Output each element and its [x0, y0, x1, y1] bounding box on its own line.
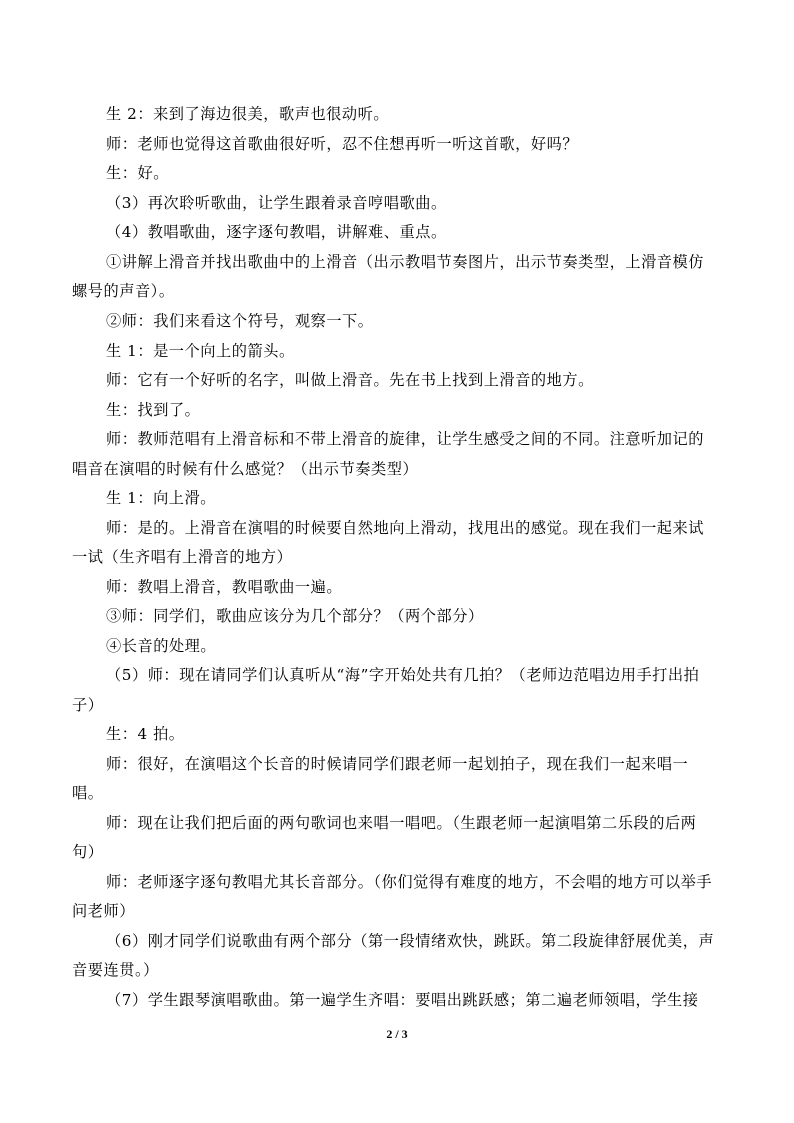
text-line: 师：是的。上滑音在演唱的时候要自然地向上滑动，找甩出的感觉。现在我们一起来试 [106, 519, 705, 537]
text-line: 师：教唱上滑音，教唱歌曲一遍。 [106, 578, 343, 596]
text-line: 师：教师范唱有上滑音标和不带上滑音的旋律，让学生感受之间的不同。注意听加记的 [106, 430, 705, 448]
text-line: （5）师：现在请同学们认真听从“海”字开始处共有几拍？（老师边范唱边用手打出拍 [106, 666, 700, 684]
text-line: 师：很好，在演唱这个长音的时候请同学们跟老师一起划拍子，现在我们一起来唱一 [106, 755, 689, 773]
text-line: 句） [72, 843, 104, 861]
text-line: 生 1：向上滑。 [106, 489, 217, 507]
text-line: 音要连贯。） [72, 961, 159, 979]
text-line: （7）学生跟琴演唱歌曲。第一遍学生齐唱：要唱出跳跃感；第二遍老师领唱，学生接 [106, 991, 699, 1009]
text-line: 螺号的声音）。 [72, 282, 175, 300]
text-line: 子） [72, 696, 104, 714]
text-line: 一试（生齐唱有上滑音的地方） [72, 548, 293, 566]
text-line: 生：4 拍。 [106, 725, 185, 743]
text-line: ④长音的处理。 [106, 637, 217, 655]
text-line: 师：它有一个好听的名字，叫做上滑音。先在书上找到上滑音的地方。 [106, 371, 594, 389]
text-line: 唱。 [72, 784, 104, 802]
text-line: 唱音在演唱的时候有什么感觉？（出示节奏类型） [72, 460, 419, 478]
page-number: 2 / 3 [386, 1027, 408, 1041]
text-line: 生 2：来到了海边很美，歌声也很动听。 [106, 105, 390, 123]
text-line: 师：老师也觉得这首歌曲很好听，忍不住想再听一听这首歌，好吗？ [106, 135, 579, 153]
text-line: （4）教唱歌曲，逐字逐句教唱，讲解难、重点。 [106, 223, 447, 241]
text-line: ②师：我们来看这个符号，观察一下。 [106, 312, 374, 330]
text-line: 生：好。 [106, 164, 169, 182]
text-line: （3）再次聆听歌曲，让学生跟着录音哼唱歌曲。 [106, 194, 447, 212]
text-line: （6）刚才同学们说歌曲有两个部分（第一段情绪欢快，跳跃。第二段旋律舒展优美，声 [106, 932, 715, 950]
text-line: 生：找到了。 [106, 401, 201, 419]
text-line: ③师：同学们，歌曲应该分为几个部分？（两个部分） [106, 607, 484, 625]
text-line: ①讲解上滑音并找出歌曲中的上滑音（出示教唱节奏图片，出示节奏类型，上滑音模仿 [106, 253, 705, 271]
text-line: 生 1：是一个向上的箭头。 [106, 342, 295, 360]
text-line: 问老师） [72, 902, 135, 920]
text-line: 师：老师逐字逐句教唱尤其长音部分。（你们觉得有难度的地方，不会唱的地方可以举手 [106, 873, 713, 891]
text-line: 师：现在让我们把后面的两句歌词也来唱一唱吧。（生跟老师一起演唱第二乐段的后两 [106, 814, 697, 832]
